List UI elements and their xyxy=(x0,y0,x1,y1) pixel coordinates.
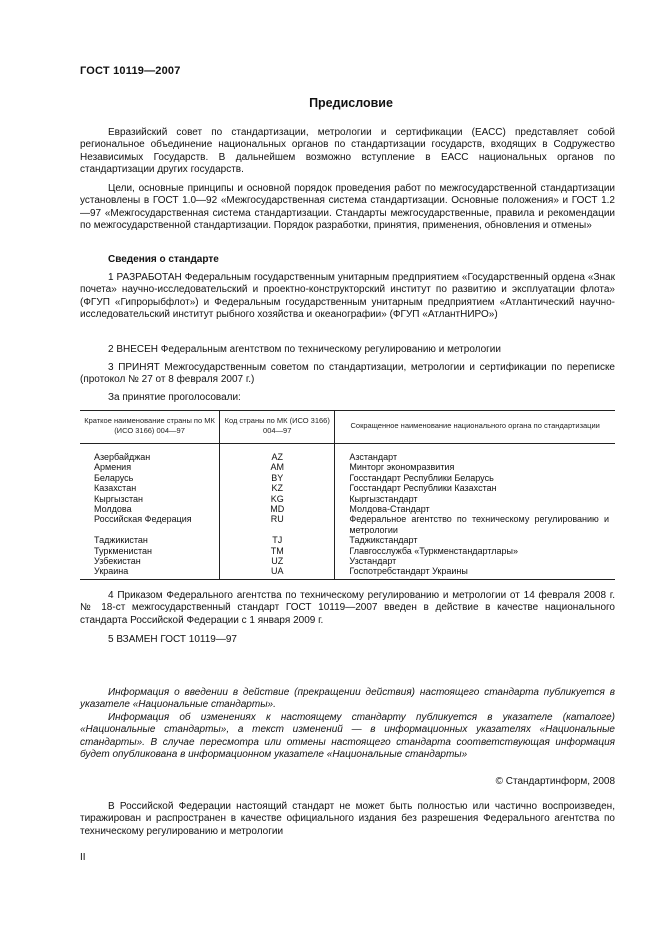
country-cell: Кыргызстан xyxy=(94,493,143,504)
table-row xyxy=(80,452,615,462)
country-cell: Узбекистан xyxy=(94,556,141,567)
body-cell: Узстандарт xyxy=(335,556,615,566)
table-row xyxy=(80,566,615,579)
table-row xyxy=(80,546,615,556)
notice-introduction: Информация о введении в действие (прекращении действия) настоящего стандарта публикуется в указателе «Национальные стандарты». xyxy=(80,687,615,711)
table-row xyxy=(80,483,615,493)
code-cell: KZ xyxy=(220,483,335,493)
code-cell: AZ xyxy=(220,452,335,462)
body-cell: Молдова-Стандарт xyxy=(335,504,615,514)
code-cell: TJ xyxy=(220,535,335,545)
country-cell: Азербайджан xyxy=(94,452,151,462)
country-cell: Молдова xyxy=(94,504,132,515)
voting-table xyxy=(80,410,615,580)
body-cell: Кыргызстандарт xyxy=(335,494,615,504)
body-cell: Азстандарт xyxy=(335,452,615,462)
page-title: Предисловие xyxy=(309,96,393,110)
country-cell: Туркменистан xyxy=(94,545,153,556)
code-cell: BY xyxy=(220,473,335,483)
code-cell: UZ xyxy=(220,556,335,566)
table-spacer xyxy=(80,444,615,453)
code-cell: TM xyxy=(220,546,335,556)
body-cell: Федеральное агентство по техническому регулированию и метрологии xyxy=(335,514,615,535)
table-row xyxy=(80,514,615,535)
body-cell: Таджикстандарт xyxy=(335,535,615,545)
item-5-replaces: 5 ВЗАМЕН ГОСТ 10119—97 xyxy=(108,634,237,645)
intro-paragraph-2: Цели, основные принципы и основной порядок проведения работ по межгосударственной стандартизации установлены в ГОСТ 1.0—92 «Межгосударственная система стандартизации. Основные положения» и ГОСТ 1.2—97 «Межгосударственная система стандартизации. Стандарты межгосударственные, правила и рекомендации по межгосударственной стандартизации. Порядок разработки, принятия, применения, обновления и отмены» xyxy=(80,183,615,232)
code-cell: AM xyxy=(220,462,335,472)
code-cell: RU xyxy=(220,514,335,535)
voted-label: За принятие проголосовали: xyxy=(108,392,241,403)
code-cell: MD xyxy=(220,504,335,514)
country-cell: Казахстан xyxy=(94,483,137,494)
table-row xyxy=(80,535,615,545)
body-cell: Госпотребстандарт Украины xyxy=(335,566,615,579)
table-header-row xyxy=(80,411,615,444)
item-2-introduced: 2 ВНЕСЕН Федеральным агентством по техническому регулированию и метрологии xyxy=(108,344,501,355)
page-number: II xyxy=(80,852,86,863)
table-header-body: Сокращенное наименование национального органа по стандартизации xyxy=(335,411,615,444)
document-header: ГОСТ 10119—2007 xyxy=(80,65,181,77)
info-heading: Сведения о стандарте xyxy=(108,254,219,265)
code-cell: KG xyxy=(220,494,335,504)
code-cell: UA xyxy=(220,566,335,579)
body-cell: Главгосслужба «Туркменстандартлары» xyxy=(335,546,615,556)
country-cell: Таджикистан xyxy=(94,535,148,546)
table-row xyxy=(80,504,615,514)
notice-changes: Информация об изменениях к настоящему стандарту публикуется в указателе (каталоге) «Национальные стандарты», а текст изменений — в информационных указателях «Национальные стандарты». В случае пересмотра или отмены настоящего стандарта соответствующая информация будет опубликована в информационном указателе «Национальные стандарты» xyxy=(80,712,615,761)
restriction-notice: В Российской Федерации настоящий стандарт не может быть полностью или частично воспроизведен, тиражирован и распространен в качестве официального издания без разрешения Федерального агентства по техническому регулированию и метрологии xyxy=(80,801,615,837)
item-4-enacted: 4 Приказом Федерального агентства по техническому регулированию и метрологии от 14 февраля 2008 г. № 18-ст межгосударственный стандарт ГОСТ 10119—2007 введен в действие в качестве национального стандарта Российской Федерации с 1 января 2009 г. xyxy=(80,590,615,626)
country-cell: Армения xyxy=(94,462,132,473)
table-row xyxy=(80,473,615,483)
country-cell: Российская Федерация xyxy=(94,514,192,525)
table-header-country: Краткое наименование страны по МК (ИСО 3166) 004—97 xyxy=(80,411,220,444)
table-row xyxy=(80,494,615,504)
country-cell: Беларусь xyxy=(94,472,134,483)
item-1-developed: 1 РАЗРАБОТАН Федеральным государственным унитарным предприятием «Государственный ордена «Знак почета» научно-исследовательский и проектно-конструкторский институт по развитию и эксплуатации флота» (ФГУП «Гипрорыбфлот») и Федеральным государственным унитарным предприятием «Атлантический научно-исследовательский институт рыбного хозяйства и океанографии» (ФГУП «АтлантНИРО») xyxy=(80,272,615,321)
table-row xyxy=(80,556,615,566)
copyright-line: © Стандартинформ, 2008 xyxy=(495,776,615,787)
item-3-adopted: 3 ПРИНЯТ Межгосударственным советом по стандартизации, метрологии и сертификации по переписке (протокол № 27 от 8 февраля 2007 г.) xyxy=(80,362,615,386)
intro-paragraph-1: Евразийский совет по стандартизации, метрологии и сертификации (ЕАСС) представляет собой региональное объединение национальных органов по стандартизации государств, входящих в Содружество Независимых Государств. В дальнейшем возможно вступление в ЕАСС национальных органов по стандартизации других государств. xyxy=(80,127,615,176)
table-row xyxy=(80,462,615,472)
body-cell: Минторг экономразвития xyxy=(335,462,615,472)
table-header-code: Код страны по МК (ИСО 3166) 004—97 xyxy=(220,411,335,444)
body-cell: Госстандарт Республики Казахстан xyxy=(335,483,615,493)
country-cell: Украина xyxy=(80,566,220,579)
body-cell: Госстандарт Республики Беларусь xyxy=(335,473,615,483)
